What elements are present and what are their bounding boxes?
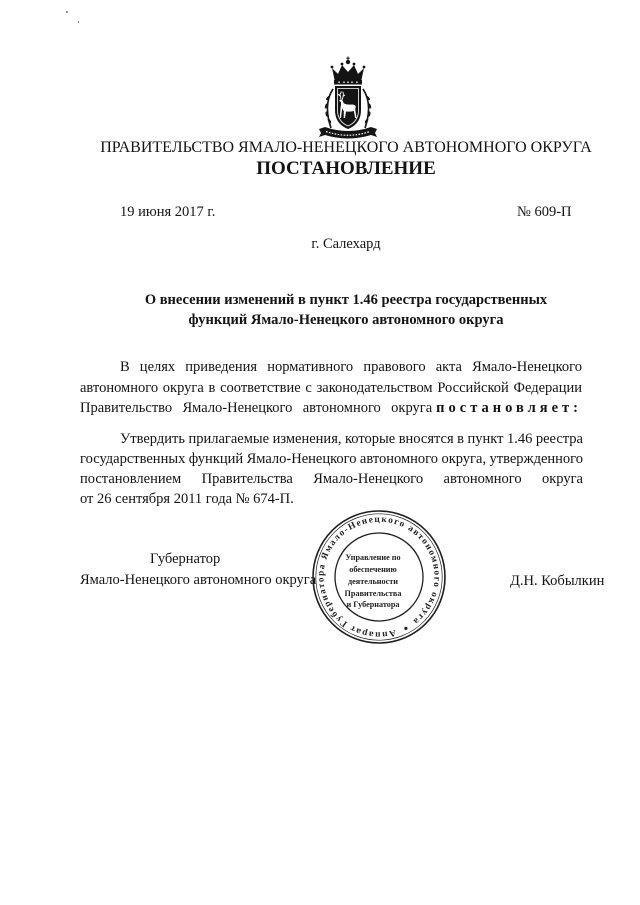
document-date: 19 июня 2017 г. — [120, 204, 216, 220]
coat-of-arms-emblem — [317, 56, 379, 140]
signatory-name: Д.Н. Кобылкин — [510, 573, 605, 589]
signatory-position: Губернатор — [150, 551, 221, 567]
resolution-word: постановляет: — [436, 400, 582, 416]
stamp-ring-text-path: Аппарат Губернатора Ямало-Ненецкого автономного округа — [315, 513, 443, 641]
paragraph-2-line: государственных функций Ямало-Ненецкого автономного округа, утвержденного — [80, 451, 583, 467]
official-stamp — [310, 508, 448, 646]
crown-icon — [331, 57, 366, 85]
document-type: ПОСТАНОВЛЕНИЕ — [256, 158, 436, 179]
document-title-line: О внесении изменений в пункт 1.46 реестра государственных — [144, 292, 548, 308]
document-title-line: функций Ямало-Ненецкого автономного округа — [188, 312, 504, 328]
scan-speck — [66, 11, 68, 13]
paragraph-1-line — [80, 399, 582, 417]
scan-speck — [78, 21, 79, 23]
paragraph-2-line: от 26 сентября 2011 года № 674-П. — [80, 491, 294, 507]
signatory-position: Ямало-Ненецкого автономного округа — [80, 572, 317, 588]
stamp-center-text: обеспечению — [349, 565, 397, 574]
stamp-center-text: деятельности — [348, 577, 398, 586]
document-number: № 609-П — [517, 204, 572, 220]
stamp-center-text: Правительства — [344, 589, 402, 598]
paragraph-2-line: Утвердить прилагаемые изменения, которые вносятся в пункт 1.46 реестра — [120, 431, 583, 447]
stamp-center-text: Управление по — [345, 553, 401, 562]
paragraph-2-line: постановлением Правительства Ямало-Ненецкого автономного округа — [80, 471, 583, 487]
stamp-separator-dot — [404, 627, 407, 630]
paragraph-1-line: В целях приведения нормативного правового акта Ямало-Ненецкого — [120, 359, 582, 375]
paragraph-1-line-text: Правительство Ямало-Ненецкого автономного округа — [80, 400, 433, 416]
document-city: г. Салехард — [311, 236, 381, 252]
paragraph-1-line: автономного округа в соответствие с законодательством Российской Федерации — [80, 380, 582, 396]
government-name: ПРАВИТЕЛЬСТВО ЯМАЛО-НЕНЕЦКОГО АВТОНОМНОГО ОКРУГА — [100, 139, 592, 156]
stamp-center-text: и Губернатора — [346, 600, 400, 609]
